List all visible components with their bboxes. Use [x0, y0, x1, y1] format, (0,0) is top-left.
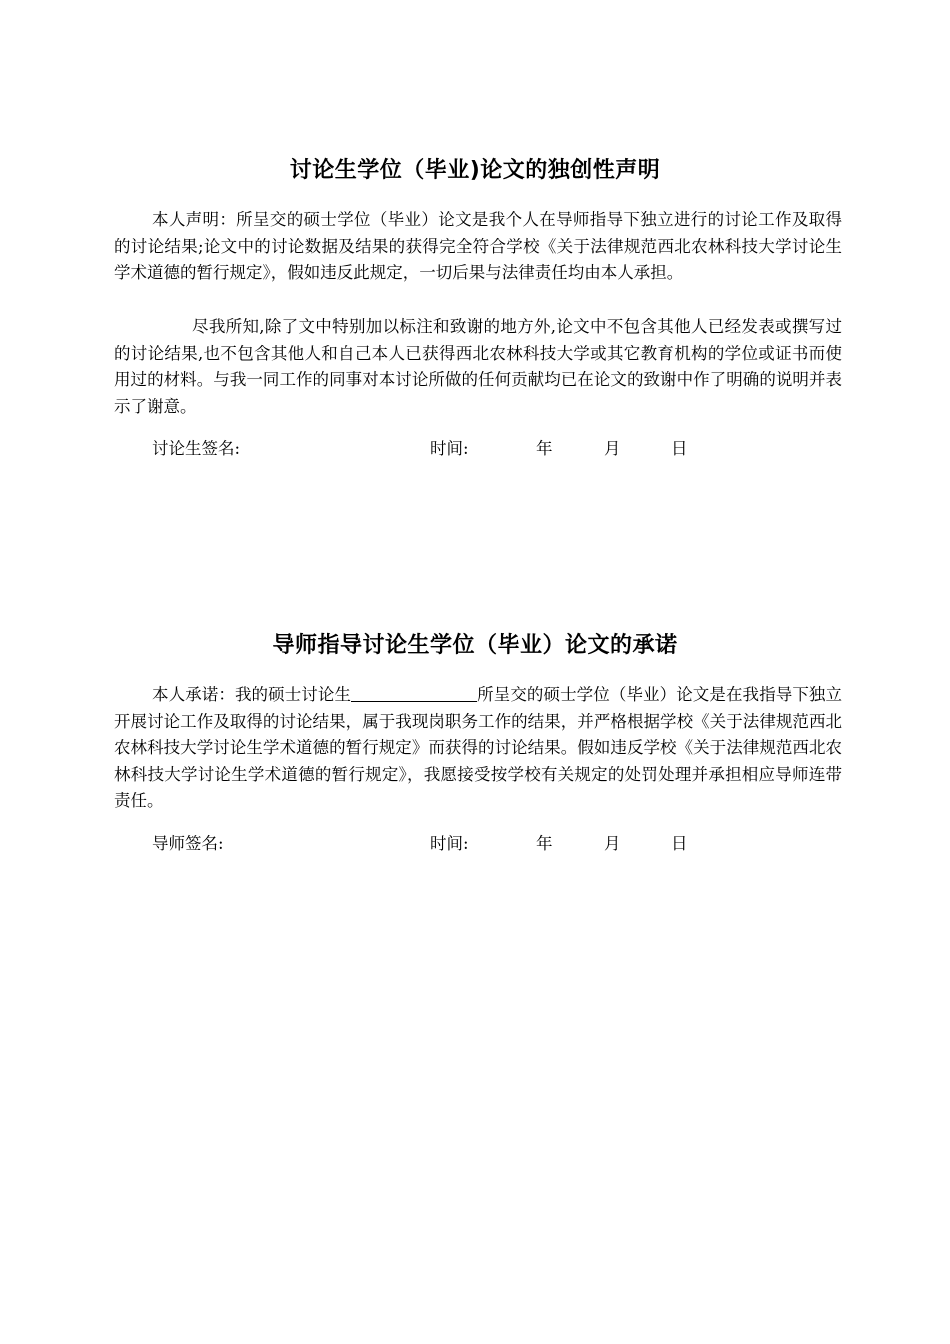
- commitment-month-label: 月: [604, 834, 621, 853]
- declaration-time-label: 时间:: [430, 439, 469, 458]
- student-name-blank: [351, 683, 477, 702]
- commitment-paragraph-rest: 所呈交的硕士学位（毕业）论文是在我指导下独立开展讨论工作及取得的讨论结果，属于我现岗职务工作的结果，并严格根据学校《关于法律规范西北农林科技大学讨论生学术道德的暂行规定》而获得的讨论结果。假如违反学校《关于法律规范西北农林科技大学讨论生学术道德的暂行规定》，我愿接受按学校有关规定的处罚处理并承担相应导师连带责任。: [114, 685, 843, 810]
- declaration-day-label: 日: [671, 439, 688, 458]
- declaration-title: 讨论生学位（毕业)论文的独创性声明: [289, 158, 661, 183]
- commitment-paragraph-start: 本人承诺：我的硕士讨论生: [152, 685, 352, 704]
- student-signature-label: 讨论生签名:: [152, 439, 241, 458]
- commitment-paragraph: [114, 682, 842, 815]
- declaration-month-label: 月: [604, 439, 621, 458]
- declaration-paragraph-2: 尽我所知,除了文中特别加以标注和致谢的地方外,论文中不包含其他人已经发表或撰写过的讨论结果,也不包含其他人和自己本人已获得西北农林科技大学或其它教育机构的学位或证书而使用过的材料。与我一同工作的同事对本讨论所做的任何贡献均已在论文的致谢中作了明确的说明并表示了谢意。: [114, 317, 842, 416]
- commitment-title: 导师指导讨论生学位（毕业）论文的承诺: [272, 633, 678, 658]
- declaration-paragraph-1: 本人声明：所呈交的硕士学位（毕业）论文是我个人在导师指导下独立进行的讨论工作及取得的讨论结果;论文中的讨论数据及结果的获得完全符合学校《关于法律规范西北农林科技大学讨论生学术道德的暂行规定》，假如违反此规定，一切后果与法律责任均由本人承担。: [114, 210, 842, 282]
- commitment-day-label: 日: [671, 834, 688, 853]
- commitment-time-label: 时间:: [430, 834, 469, 853]
- declaration-year-label: 年: [536, 439, 553, 458]
- commitment-year-label: 年: [536, 834, 553, 853]
- advisor-signature-label: 导师签名:: [152, 834, 224, 853]
